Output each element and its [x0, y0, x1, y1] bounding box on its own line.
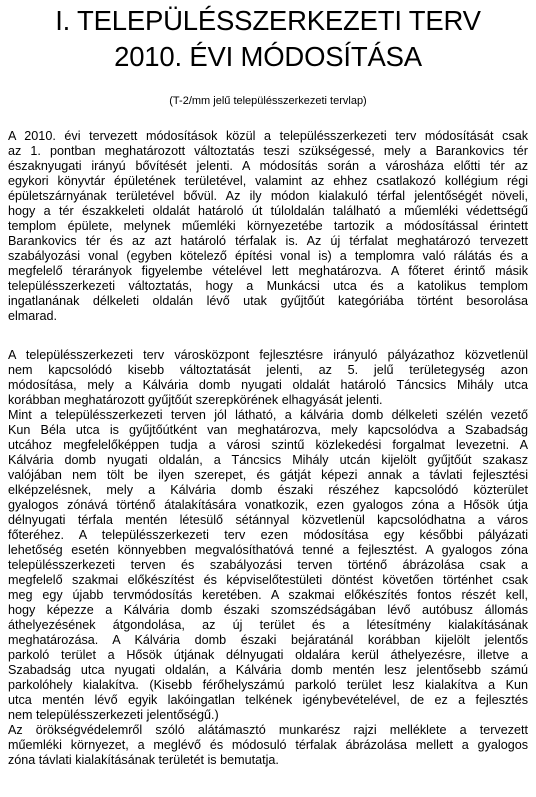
text-line: meghatározása. A Kálvária domb északi bejáratánál korábban kijelölt jelentős — [8, 633, 528, 647]
text-line: parkolóhely kialakítva. (Kisebb férőhelyszámú parkoló terület lesz kialakítva a Kun — [8, 678, 528, 692]
text-line: A településszerkezeti terv városközpont fejlesztésre irányuló pályázathoz közvetlenül — [8, 348, 528, 362]
text-line: hogy képezze a Kálvária domb északi szomszédságában lévő autóbusz állomás — [8, 603, 528, 617]
text-line: meg egy újabb tervmódosítás keretében. A szakmai előkészítés fontos részét kell, — [8, 588, 528, 602]
text-line: gyalogos zónává történő átalakítására vonatkozik, ezen gyalogos zóna a Hősök útja — [8, 498, 528, 512]
text-line: Az örökségvédelemről szóló alátámasztó munkarész rajzi melléklete a tervezett — [8, 723, 528, 737]
text-line: az 1. pontban meghatározott változtatás teszi szükségessé, mely a Barankovics tér — [8, 144, 528, 158]
text-line: főteréhez. A településszerkezeti terv ezen módosítása egy későbbi pályázati — [8, 528, 528, 542]
text-line: utcához megfelelőképpen tudja a városi szintű közlekedési forgalmat levezetni. A — [8, 438, 528, 452]
text-line: korábban meghatározott gyűjtőút szerepkörének elhagyását jelenti. — [8, 393, 383, 407]
text-line: Mint a településszerkezeti terven jól látható, a kálvária domb délkeleti szélén vezető — [8, 408, 528, 422]
text-line: Szabadság utca nyugati oldalán, a Kálvária domb mentén lesz jelentősebb számú — [8, 663, 528, 677]
text-line: épületszárnyának területével bővül. Az ily módon kialakuló térfal jelentőségét növeli, — [8, 189, 528, 203]
text-line: hogy a tér északkeleti oldalát határoló út túloldalán található a műemléki védettségű — [8, 204, 528, 218]
text-line: templom épülete, melynek műemléki környezetébe tartozik a módosítással érintett — [8, 219, 528, 233]
text-line: áthelyezésének átgondolása, az új terület és a létesítmény kialakításának — [8, 618, 528, 632]
text-line: utca mentén lévő egyik lakóingatlan telkének igénybevételével, de ez a fejlesztés — [8, 693, 528, 707]
text-line: egykori könyvtár épületének területével, valamint az ehhez csatlakozó kollégium régi — [8, 174, 528, 188]
text-line: módosítása, mely a Kálvária domb nyugati oldalát határoló Táncsics Mihály utca — [8, 378, 528, 392]
text-line: szabályozási vonal (egyben kötelező építési vonal is) a templomra való rálátás és a — [8, 249, 528, 263]
text-line: településszerkezeti terven és szabályozási terven történő ábrázolása csak a — [8, 558, 528, 572]
text-line: A 2010. évi tervezett módosítások közül a településszerkezeti terv módosítását csak — [8, 129, 528, 143]
text-line: délnyugati térfala mentén létesülő sétánnyal közvetlenül kapcsolódhatna a város — [8, 513, 528, 527]
text-line: műemléki környezet, a meglévő és módosuló térfalak ábrázolása mellett a gyalogos — [8, 738, 528, 752]
text-line: Kun Béla utca is gyűjtőútként van meghatározva, mely kapcsolódva a Szabadság — [8, 423, 528, 437]
text-line: északnyugati irányú bővítését jelenti. A módosítás során a városháza előtti tér az — [8, 159, 528, 173]
text-line: megfelelő térarányok figyelembe vételével lett meghatározva. A főteret érintő másik — [8, 264, 528, 278]
text-line: lehetőség esetén könnyebben megvalósíthatóvá tenné a fejlesztést. A gyalogos zóna — [8, 543, 528, 557]
text-line: megfelelő szakmai előkészítést és képviselőtestületi döntést követően történhet csak — [8, 573, 528, 587]
text-line: nem kapcsolódó kisebb változtatását jelenti, az 5. jelű területegység azon — [8, 363, 528, 377]
chapter-title-line-2: 2010. ÉVI MÓDOSÍTÁSA — [114, 41, 422, 72]
chapter-title-line-1: I. TELEPÜLÉSSZERKEZETI TERV — [55, 5, 481, 36]
text-line: parkoló terület a Hősök útjának délnyugati oldalára kerül áthelyezésre, illetve a — [8, 648, 528, 662]
text-line: nem településszerkezeti jelentőségű.) — [8, 708, 219, 722]
text-line: valójában nem tölt be ilyen szerepet, és gátját képezi annak a távlati fejlesztési — [8, 468, 528, 482]
text-line: településszerkezeti változtatás, hogy a Munkácsi utca és a katolikus templom — [8, 279, 528, 293]
text-line: ingatlanának délkeleti oldalán lévő utak gyűjtőút kategóriába történt besorolása — [8, 294, 528, 308]
text-line: Barankovics tér és az azt határoló térfalak is. Az új térfalat meghatározó tervezett — [8, 234, 528, 248]
text-line: elképzelésnek, mely a Kálvária domb északi részéhez kapcsolódó közterület — [8, 483, 528, 497]
text-line: zóna távlati kialakításának területét is bemutatja. — [8, 753, 279, 767]
text-line: elmarad. — [8, 309, 57, 323]
text-line: Kálvária domb nyugati oldalán, a Táncsics Mihály utcán kijelölt gyűjtőút szakasz — [8, 453, 528, 467]
plan-reference-subtitle: (T-2/mm jelű településszerkezeti tervlap) — [169, 95, 367, 107]
